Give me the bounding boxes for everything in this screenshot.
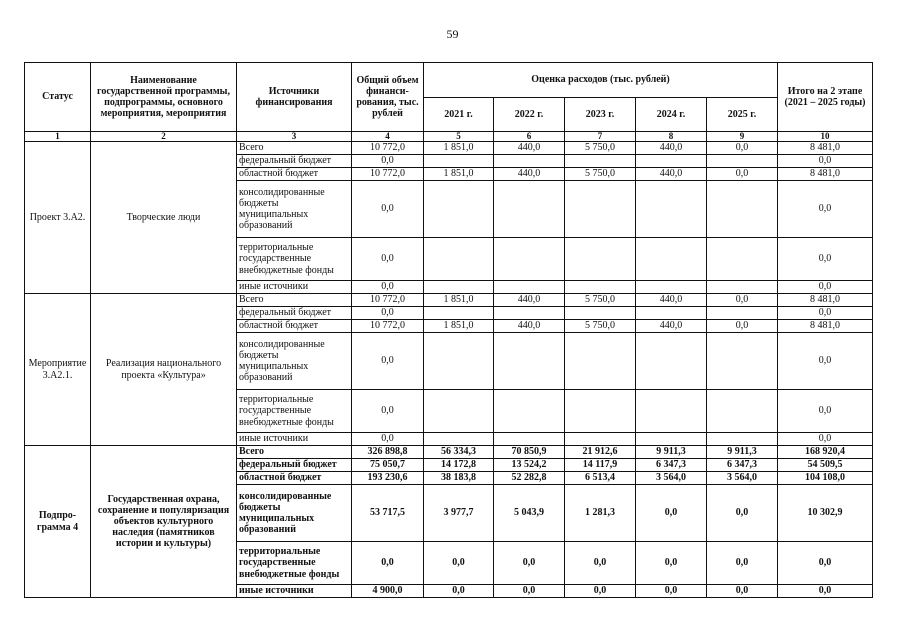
- value-cell: 6 347,3: [707, 459, 778, 472]
- value-cell: [636, 307, 707, 320]
- value-cell: [636, 390, 707, 433]
- funding-source: областной бюджет: [237, 472, 352, 485]
- value-cell: 8 481,0: [778, 320, 873, 333]
- value-cell: 0,0: [778, 181, 873, 238]
- value-cell: [707, 281, 778, 294]
- header-name: Наименование государственной программы, подпрограммы, основного мероприятия, мероприятия: [91, 63, 237, 132]
- column-number: 6: [494, 132, 565, 142]
- row-status: Подпро- грамма 4: [25, 446, 91, 598]
- value-cell: 1 851,0: [424, 294, 494, 307]
- table-body: [25, 142, 873, 598]
- value-cell: 0,0: [778, 433, 873, 446]
- value-cell: 10 302,9: [778, 485, 873, 542]
- value-cell: 38 183,8: [424, 472, 494, 485]
- value-cell: 1 851,0: [424, 142, 494, 155]
- funding-source: областной бюджет: [237, 168, 352, 181]
- funding-source: федеральный бюджет: [237, 307, 352, 320]
- value-cell: [636, 238, 707, 281]
- column-number: 7: [565, 132, 636, 142]
- value-cell: [424, 238, 494, 281]
- column-number: 9: [707, 132, 778, 142]
- value-cell: 326 898,8: [352, 446, 424, 459]
- value-cell: [707, 307, 778, 320]
- value-cell: 0,0: [424, 542, 494, 585]
- value-cell: 440,0: [636, 320, 707, 333]
- value-cell: 0,0: [707, 294, 778, 307]
- value-cell: 440,0: [494, 294, 565, 307]
- row-name: Реализация национального проекта «Культура»: [91, 294, 237, 446]
- value-cell: 53 717,5: [352, 485, 424, 542]
- value-cell: [707, 155, 778, 168]
- value-cell: 0,0: [707, 142, 778, 155]
- value-cell: [424, 433, 494, 446]
- value-cell: [707, 238, 778, 281]
- header-status: Статус: [25, 63, 91, 132]
- value-cell: 5 750,0: [565, 142, 636, 155]
- value-cell: [707, 433, 778, 446]
- value-cell: 8 481,0: [778, 294, 873, 307]
- table-row: [25, 142, 873, 155]
- value-cell: 440,0: [636, 142, 707, 155]
- value-cell: 0,0: [352, 238, 424, 281]
- value-cell: 54 509,5: [778, 459, 873, 472]
- value-cell: [707, 390, 778, 433]
- value-cell: 70 850,9: [494, 446, 565, 459]
- funding-source: федеральный бюджет: [237, 155, 352, 168]
- value-cell: [565, 390, 636, 433]
- value-cell: [636, 155, 707, 168]
- value-cell: 0,0: [352, 542, 424, 585]
- value-cell: 0,0: [778, 238, 873, 281]
- value-cell: 1 851,0: [424, 168, 494, 181]
- header-year: 2022 г.: [494, 98, 565, 132]
- funding-source: территориальные государственные внебюджетные фонды: [237, 542, 352, 585]
- row-name: Творческие люди: [91, 142, 237, 294]
- value-cell: [494, 307, 565, 320]
- funding-source: консолидированные бюджеты муниципальных образований: [237, 181, 352, 238]
- value-cell: [494, 238, 565, 281]
- value-cell: 1 281,3: [565, 485, 636, 542]
- table-row: [25, 294, 873, 307]
- value-cell: 0,0: [707, 320, 778, 333]
- funding-source: консолидированные бюджеты муниципальных образований: [237, 333, 352, 390]
- value-cell: [565, 333, 636, 390]
- table-row: [25, 446, 873, 459]
- value-cell: 8 481,0: [778, 168, 873, 181]
- value-cell: [565, 155, 636, 168]
- value-cell: 5 750,0: [565, 294, 636, 307]
- value-cell: 6 513,4: [565, 472, 636, 485]
- value-cell: 440,0: [636, 294, 707, 307]
- value-cell: [494, 281, 565, 294]
- column-number: 4: [352, 132, 424, 142]
- value-cell: [636, 181, 707, 238]
- value-cell: 0,0: [565, 585, 636, 598]
- funding-source: иные источники: [237, 585, 352, 598]
- value-cell: [424, 390, 494, 433]
- funding-source: территориальные государственные внебюджетные фонды: [237, 390, 352, 433]
- value-cell: 0,0: [778, 542, 873, 585]
- value-cell: 8 481,0: [778, 142, 873, 155]
- value-cell: 0,0: [778, 281, 873, 294]
- value-cell: 3 564,0: [636, 472, 707, 485]
- value-cell: 0,0: [778, 155, 873, 168]
- value-cell: 0,0: [778, 390, 873, 433]
- value-cell: 56 334,3: [424, 446, 494, 459]
- column-number: 10: [778, 132, 873, 142]
- value-cell: [424, 307, 494, 320]
- value-cell: [424, 155, 494, 168]
- column-number: 5: [424, 132, 494, 142]
- value-cell: [494, 155, 565, 168]
- value-cell: 0,0: [707, 542, 778, 585]
- value-cell: 0,0: [565, 542, 636, 585]
- value-cell: 0,0: [778, 307, 873, 320]
- value-cell: 440,0: [494, 320, 565, 333]
- value-cell: 440,0: [636, 168, 707, 181]
- value-cell: 0,0: [494, 585, 565, 598]
- value-cell: 14 117,9: [565, 459, 636, 472]
- value-cell: [565, 238, 636, 281]
- value-cell: 10 772,0: [352, 142, 424, 155]
- row-status: Мероприятие 3.А2.1.: [25, 294, 91, 446]
- value-cell: 5 750,0: [565, 320, 636, 333]
- column-number: 2: [91, 132, 237, 142]
- value-cell: 193 230,6: [352, 472, 424, 485]
- value-cell: 3 564,0: [707, 472, 778, 485]
- funding-source: иные источники: [237, 433, 352, 446]
- value-cell: 104 108,0: [778, 472, 873, 485]
- value-cell: 9 911,3: [636, 446, 707, 459]
- value-cell: 0,0: [494, 542, 565, 585]
- value-cell: 10 772,0: [352, 320, 424, 333]
- column-number: 3: [237, 132, 352, 142]
- header-source: Источники финансирования: [237, 63, 352, 132]
- value-cell: 13 524,2: [494, 459, 565, 472]
- value-cell: 0,0: [352, 390, 424, 433]
- value-cell: 0,0: [352, 155, 424, 168]
- funding-source: иные источники: [237, 281, 352, 294]
- value-cell: 10 772,0: [352, 168, 424, 181]
- value-cell: 0,0: [424, 585, 494, 598]
- value-cell: 52 282,8: [494, 472, 565, 485]
- value-cell: 10 772,0: [352, 294, 424, 307]
- value-cell: 0,0: [707, 485, 778, 542]
- value-cell: 75 050,7: [352, 459, 424, 472]
- value-cell: [707, 333, 778, 390]
- header-year: 2023 г.: [565, 98, 636, 132]
- funding-source: областной бюджет: [237, 320, 352, 333]
- value-cell: [494, 433, 565, 446]
- value-cell: 0,0: [778, 333, 873, 390]
- value-cell: 0,0: [352, 181, 424, 238]
- header-year: 2021 г.: [424, 98, 494, 132]
- value-cell: [565, 307, 636, 320]
- header-year: 2024 г.: [636, 98, 707, 132]
- value-cell: 440,0: [494, 168, 565, 181]
- value-cell: 9 911,3: [707, 446, 778, 459]
- value-cell: [424, 281, 494, 294]
- value-cell: 0,0: [707, 585, 778, 598]
- value-cell: [424, 333, 494, 390]
- value-cell: 6 347,3: [636, 459, 707, 472]
- value-cell: [565, 281, 636, 294]
- value-cell: [636, 281, 707, 294]
- value-cell: 5 750,0: [565, 168, 636, 181]
- value-cell: [707, 181, 778, 238]
- funding-source: территориальные государственные внебюджетные фонды: [237, 238, 352, 281]
- funding-source: Всего: [237, 294, 352, 307]
- row-status: Проект 3.А2.: [25, 142, 91, 294]
- value-cell: 0,0: [636, 585, 707, 598]
- value-cell: [494, 390, 565, 433]
- header-estimate: Оценка расходов (тыс. рублей): [424, 63, 778, 98]
- value-cell: [494, 333, 565, 390]
- value-cell: [565, 433, 636, 446]
- value-cell: 0,0: [707, 168, 778, 181]
- value-cell: 0,0: [352, 307, 424, 320]
- header-year: 2025 г.: [707, 98, 778, 132]
- header-itogo: Итого на 2 этапе (2021 – 2025 годы): [778, 63, 873, 132]
- funding-source: консолидированные бюджеты муниципальных образований: [237, 485, 352, 542]
- value-cell: [494, 181, 565, 238]
- value-cell: 0,0: [352, 433, 424, 446]
- value-cell: 168 920,4: [778, 446, 873, 459]
- value-cell: [565, 181, 636, 238]
- value-cell: 5 043,9: [494, 485, 565, 542]
- value-cell: 0,0: [352, 281, 424, 294]
- page-number: 59: [446, 27, 459, 41]
- value-cell: 0,0: [352, 333, 424, 390]
- header-total: Общий объем финанси- рования, тыс. рублей: [352, 63, 424, 132]
- column-number: 1: [25, 132, 91, 142]
- value-cell: 440,0: [494, 142, 565, 155]
- funding-source: Всего: [237, 446, 352, 459]
- value-cell: 0,0: [778, 585, 873, 598]
- value-cell: 21 912,6: [565, 446, 636, 459]
- budget-table: [24, 62, 873, 598]
- value-cell: 14 172,8: [424, 459, 494, 472]
- column-number: 8: [636, 132, 707, 142]
- value-cell: 0,0: [636, 485, 707, 542]
- value-cell: [424, 181, 494, 238]
- row-name: Государственная охрана, сохранение и популяризация объектов культурного наследия (памятников истории и культуры): [91, 446, 237, 598]
- funding-source: Всего: [237, 142, 352, 155]
- value-cell: 0,0: [636, 542, 707, 585]
- value-cell: [636, 333, 707, 390]
- value-cell: 4 900,0: [352, 585, 424, 598]
- funding-source: федеральный бюджет: [237, 459, 352, 472]
- value-cell: 1 851,0: [424, 320, 494, 333]
- value-cell: 3 977,7: [424, 485, 494, 542]
- value-cell: [636, 433, 707, 446]
